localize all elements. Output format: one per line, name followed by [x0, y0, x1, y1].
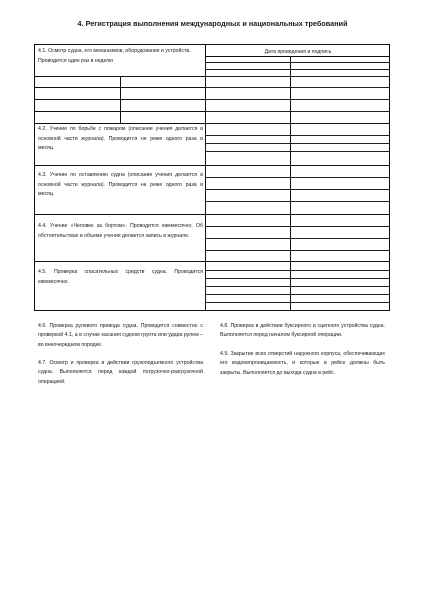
section-separator — [34, 261, 390, 262]
page-title: 4. Регистрация выполнения международных и национальных требований — [77, 19, 348, 28]
entry-row — [205, 87, 390, 88]
section-4-3-text: 4.3. Учение по оставлению судна (описание учения делается в основной части журнала). Проводится не реже одного раза в месяц. — [38, 172, 203, 197]
entry-row — [205, 270, 390, 271]
entry-row — [205, 238, 390, 239]
row-line — [34, 111, 205, 112]
entry-row — [205, 143, 390, 144]
section-separator — [34, 123, 390, 124]
row-line — [34, 87, 205, 88]
entry-row — [205, 250, 390, 251]
entry-row — [205, 111, 390, 112]
row-line — [34, 99, 205, 100]
entry-row — [205, 69, 390, 70]
section-separator — [34, 214, 390, 215]
entry-row — [205, 177, 390, 178]
row-line — [34, 76, 205, 77]
entry-row — [205, 62, 390, 63]
header-date-signature: Дата проведения и подпись — [264, 49, 332, 55]
note-4-7: 4.7. Осмотр и проверка в действии грузоподъемного устройства судна. Выполняется перед каждой погрузочно-разгрузочной операцией. — [38, 360, 203, 385]
entry-row — [205, 294, 390, 295]
entry-row — [205, 302, 390, 303]
entry-row — [205, 189, 390, 190]
entry-row — [205, 99, 390, 100]
header-underline — [205, 56, 390, 57]
section-4-4-text: 4.4. Учение «Человек за бортом». Проводится ежемесячно. Об обстоятельствах и объеме учения делается запись в журнале. — [38, 223, 203, 239]
note-4-8: 4.8. Проверка в действии буксирного и сцепного устройства судна. Выполняется перед началом буксирной операции. — [220, 323, 385, 339]
note-4-6: 4.6. Проверка рулевого привода судна. Проводится совместно с проверкой 4.1, а в случае касания судном грунта или удара рулем – во внеочередном порядке. — [38, 323, 203, 348]
entry-row — [205, 135, 390, 136]
note-4-9: 4.9. Закрытие всех отверстий наружного корпуса, обеспечивающих его водонепроницаемость, и которые в рейсе должны быть закрыты. Выполняется до выхода судна в рейс. — [220, 351, 385, 376]
section-4-5-text: 4.5. Проверка спасательных средств судна. Проводится ежемесячно. — [38, 269, 203, 285]
section-4-2-text: 4.2. Учение по борьбе с пожаром (описание учения делается в основной части журнала). Проводится не реже одного раза в месяц. — [38, 126, 203, 151]
entry-row — [205, 278, 390, 279]
entry-row — [205, 286, 390, 287]
section-separator — [34, 165, 390, 166]
table-divider-right — [290, 56, 291, 311]
entry-row — [205, 151, 390, 152]
entry-row — [205, 201, 390, 202]
entry-row — [205, 76, 390, 77]
section-4-1-text: 4.1. Осмотр судна, его механизмов, оборудования и устройств. Проводится один раз в неделю — [38, 48, 191, 64]
entry-row — [205, 226, 390, 227]
